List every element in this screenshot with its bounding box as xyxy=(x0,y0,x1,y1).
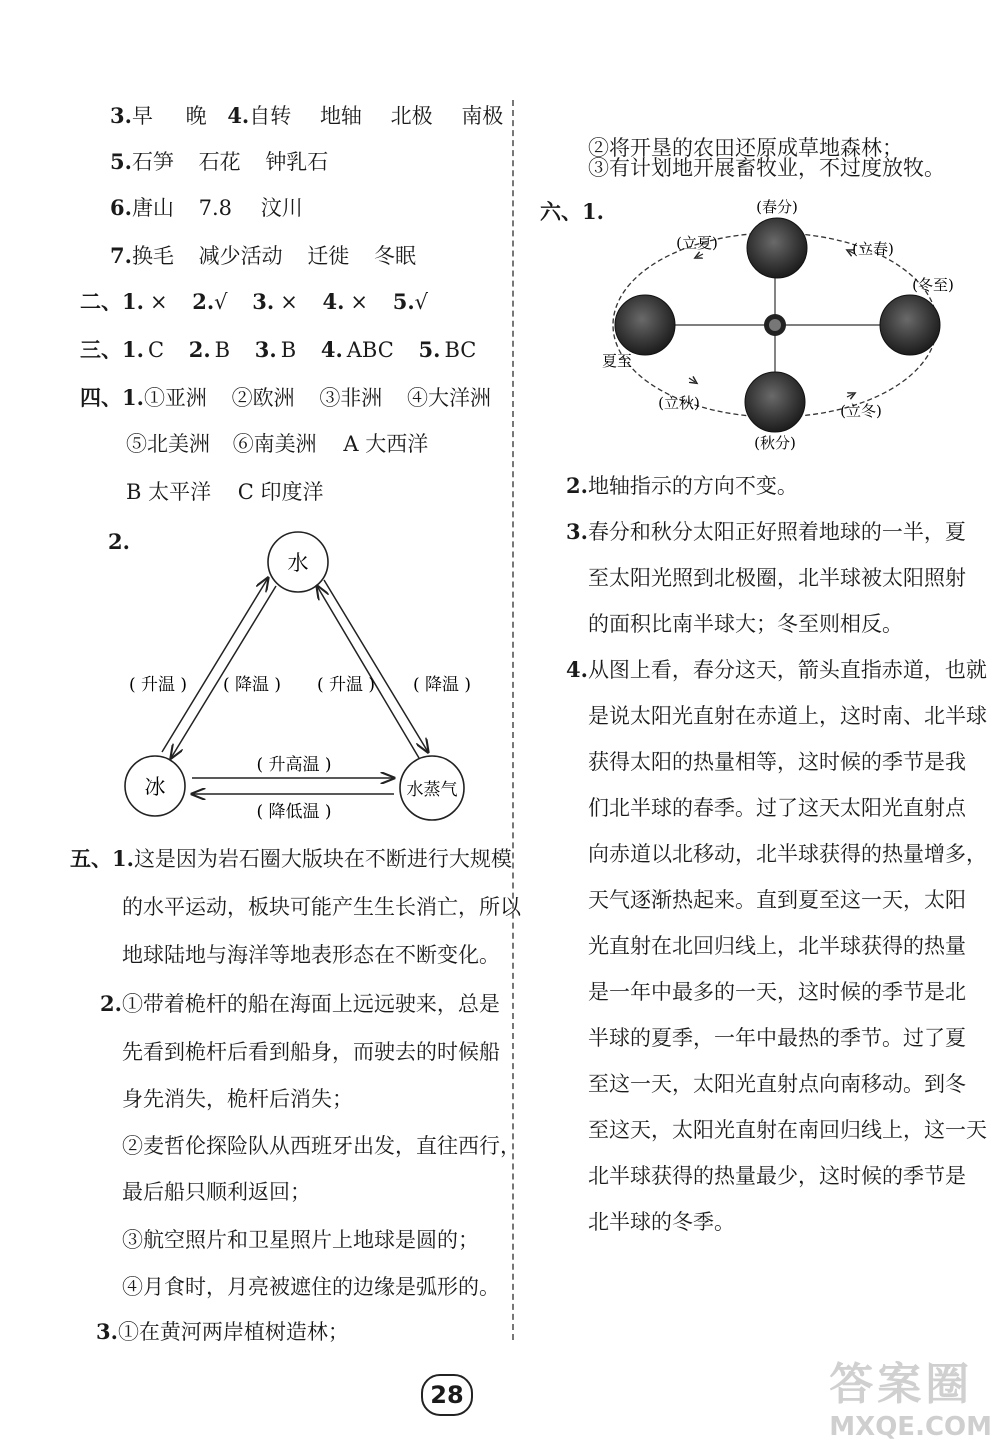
label-autumn-equinox: (秋分) xyxy=(754,434,796,452)
q6-number: 六、1. xyxy=(540,199,604,224)
r-q4-line-7: 光直射在北回归线上，北半球获得的热量 xyxy=(588,934,966,958)
r-line-2-text: ③有计划地开展畜牧业，不过度放牧。 xyxy=(588,156,945,180)
watermark xyxy=(829,1348,992,1442)
page-number: 28 xyxy=(421,1374,473,1416)
label-start-summer: (立夏) xyxy=(676,234,718,252)
watermark-url: MXQE.COM xyxy=(829,1412,992,1442)
earth-summer xyxy=(615,295,675,355)
earth-winter xyxy=(880,295,940,355)
label-left-up: ( 升温 ) xyxy=(128,675,188,695)
ice-label: 冰 xyxy=(144,775,166,799)
q5-1-line-3: 地球陆地与海洋等地表形态在不断变化。 xyxy=(122,943,500,967)
label-left-down: ( 降温 ) xyxy=(222,675,282,695)
q5-2-line-5: 最后船只顺利返回； xyxy=(122,1180,311,1204)
r-q4-line-9: 半球的夏季，一年中最热的季节。过了夏 xyxy=(588,1026,966,1050)
answer-line-1: 3.早 晚 4.自转 地轴 北极 南极 xyxy=(110,103,504,128)
q5-2-line-2: 先看到桅杆后看到船身，而驶去的时候船 xyxy=(122,1040,500,1064)
r-q4-line-8: 是一年中最多的一天，这时候的季节是北 xyxy=(588,980,966,1004)
label-summer-solstice: 夏至 xyxy=(601,352,633,370)
earth-autumn xyxy=(745,372,805,432)
arrow-ice-to-water xyxy=(162,578,268,752)
r-q4-line-11: 至这天，太阳光直射在南回归线上，这一天 xyxy=(588,1118,987,1142)
r-q4-line-10: 至这一天，太阳光直射点向南移动。到冬 xyxy=(588,1072,966,1096)
answer-line-4: 7.换毛 减少活动 迁徙 冬眠 xyxy=(110,243,416,268)
r-q4-line-6: 天气逐渐热起来。直到夏至这一天，太阳 xyxy=(588,888,966,912)
water-label: 水 xyxy=(287,551,309,575)
arrow-water-to-vapor xyxy=(324,580,428,752)
label-spring-equinox: (春分) xyxy=(756,198,798,216)
question-2-number: 2. xyxy=(108,529,130,554)
answer-line-continents: 四、1.①亚洲 ②欧洲 ③非洲 ④大洋洲 xyxy=(80,385,491,410)
answer-line-tf: 二、1. × 2.√ 3. × 4. × 5.√ xyxy=(80,289,429,314)
r-q3-line-2: 至太阳光照到北极圈，北半球被太阳照射 xyxy=(588,566,966,590)
label-start-autumn: (立秋) xyxy=(658,394,700,412)
arrow-water-to-ice xyxy=(171,586,276,758)
answer-line-3: 6.唐山 7.8 汶川 xyxy=(110,195,303,220)
r-q2: 2.地轴指示的方向不变。 xyxy=(566,473,798,498)
r-q4-line-4: 们北半球的春季。过了这天太阳光直射点 xyxy=(588,796,966,820)
q5-3-line-1: 3.①在黄河两岸植树造林； xyxy=(96,1319,349,1344)
r-q4-line-13: 北半球的冬季。 xyxy=(588,1210,735,1234)
label-start-winter: (立冬) xyxy=(840,402,882,420)
earth-spring xyxy=(747,218,807,278)
r-line-1: ②将开垦的农田还原成草地森林； xyxy=(588,136,903,160)
answer-line-oceans: B 太平洋 C 印度洋 xyxy=(126,480,324,504)
label-bottom-bottom: ( 降低温 ) xyxy=(256,802,332,822)
q5-1-line-1: 五、1.这是因为岩石圈大版块在不断进行大规模 xyxy=(70,846,512,871)
q5-2-line-1: 2.①带着桅杆的船在海面上远远驶来，总是 xyxy=(100,991,500,1016)
q5-2-line-7: ④月食时，月亮被遮住的边缘是弧形的。 xyxy=(122,1275,500,1299)
vapor-label: 水蒸气 xyxy=(406,780,458,800)
q5-2-line-3: 身先消失，桅杆后消失； xyxy=(122,1087,353,1111)
label-winter-solstice: (冬至) xyxy=(912,276,954,294)
earth-orbit-diagram xyxy=(585,192,980,454)
label-right-up: ( 升温 ) xyxy=(316,675,376,695)
r-q4-line-5: 向赤道以北移动，北半球获得的热量增多， xyxy=(588,842,987,866)
r-q4-line-1: 4.从图上看，春分这天，箭头直指赤道，也就 xyxy=(566,657,987,682)
answer-line-2: 5.石笋 石花 钟乳石 xyxy=(110,149,329,174)
r-q3-line-3: 的面积比南半球大；冬至则相反。 xyxy=(588,612,903,636)
r-q4-line-3: 获得太阳的热量相等，这时候的季节是我 xyxy=(588,750,966,774)
arrow-vapor-to-water xyxy=(317,586,419,758)
q5-2-line-6: ③航空照片和卫星照片上地球是圆的； xyxy=(122,1228,479,1252)
answer-line-choice: 三、1. C 2. B 3. B 4. ABC 5. BC xyxy=(80,337,477,362)
q5-1-line-2: 的水平运动，板块可能产生生长消亡，所以 xyxy=(122,895,521,919)
r-q4-line-2: 是说太阳光直射在赤道上，这时南、北半球 xyxy=(588,704,987,728)
watermark-logo: 答案圈 xyxy=(829,1359,974,1410)
label-right-down: ( 降温 ) xyxy=(412,675,472,695)
column-divider xyxy=(512,100,514,1340)
r-q3-line-1: 3.春分和秋分太阳正好照着地球的一半，夏 xyxy=(566,519,966,544)
r-q4-line-12: 北半球获得的热量最少，这时候的季节是 xyxy=(588,1164,966,1188)
label-bottom-top: ( 升高温 ) xyxy=(256,755,332,775)
water-cycle-diagram xyxy=(110,520,490,830)
q5-2-line-4: ②麦哲伦探险队从西班牙出发，直往西行， xyxy=(122,1134,521,1158)
label-start-spring: (立春) xyxy=(852,240,894,258)
answer-line-continents-2: ⑤北美洲 ⑥南美洲 A 大西洋 xyxy=(126,432,429,456)
